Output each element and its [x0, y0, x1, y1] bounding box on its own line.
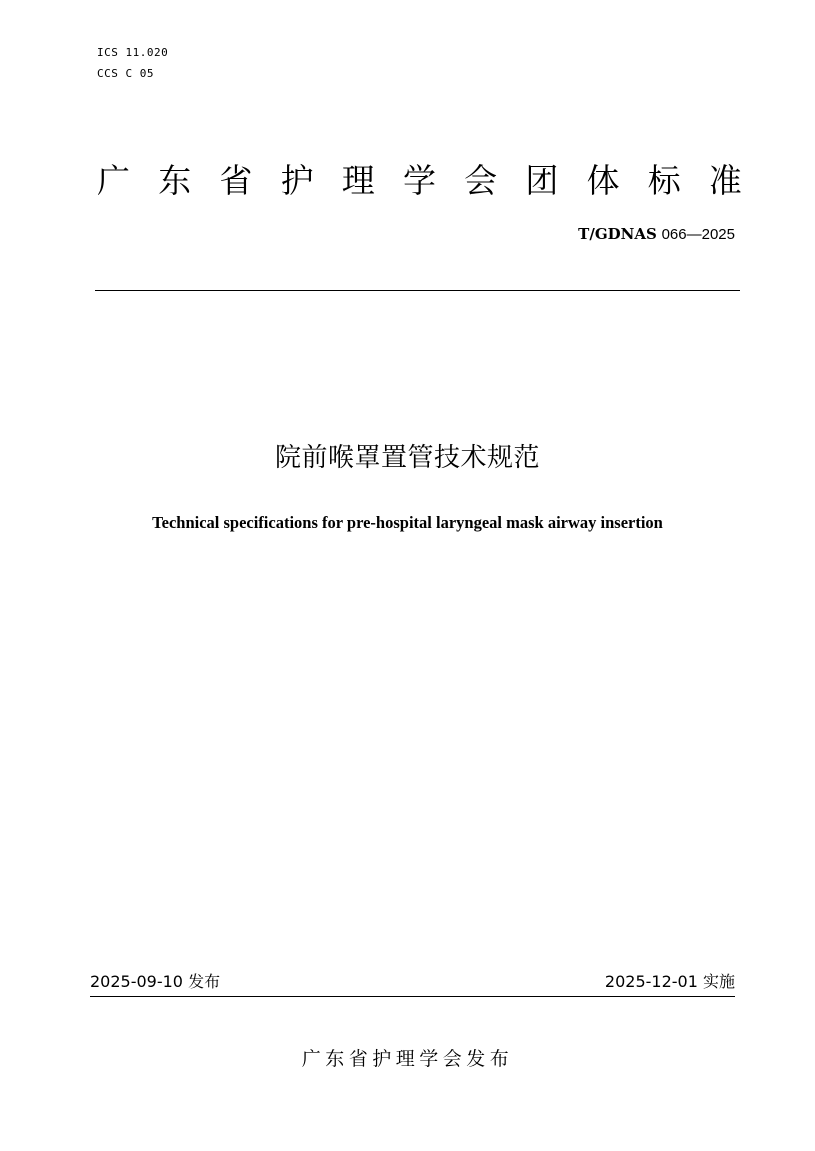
organization-standard-title	[97, 157, 742, 205]
chinese-title: 院前喉罩置管技术规范	[274, 443, 540, 473]
english-title: Technical specifications for pre-hospital laryngeal mask airway insertion	[152, 513, 663, 532]
org-title-char: 团	[525, 161, 559, 200]
org-title-char: 体	[586, 161, 620, 200]
org-title-char: 护	[280, 161, 314, 200]
standard-number-value: 066—2025	[661, 226, 735, 243]
footer-divider	[90, 996, 735, 997]
ccs-code: CCS C 05	[97, 67, 154, 80]
standard-prefix: T/GDNAS	[578, 225, 657, 243]
ics-code: ICS 11.020	[97, 46, 169, 59]
implementation-date: 2025-12-01 实施	[604, 972, 735, 991]
org-title-char: 理	[341, 161, 375, 200]
classification-codes	[97, 42, 168, 84]
org-title-char: 准	[708, 161, 742, 200]
issue-date: 2025-09-10 发布	[90, 972, 221, 991]
publisher: 广东省护理学会发布	[301, 1048, 514, 1070]
standard-number	[578, 223, 735, 246]
org-title-char: 标	[647, 161, 681, 200]
org-title-char: 会	[464, 161, 498, 200]
org-title-char: 东	[158, 161, 192, 200]
org-title-char: 省	[219, 161, 253, 200]
org-title-char: 学	[402, 161, 436, 200]
header-divider	[95, 290, 740, 291]
org-title-char: 广	[97, 161, 130, 200]
